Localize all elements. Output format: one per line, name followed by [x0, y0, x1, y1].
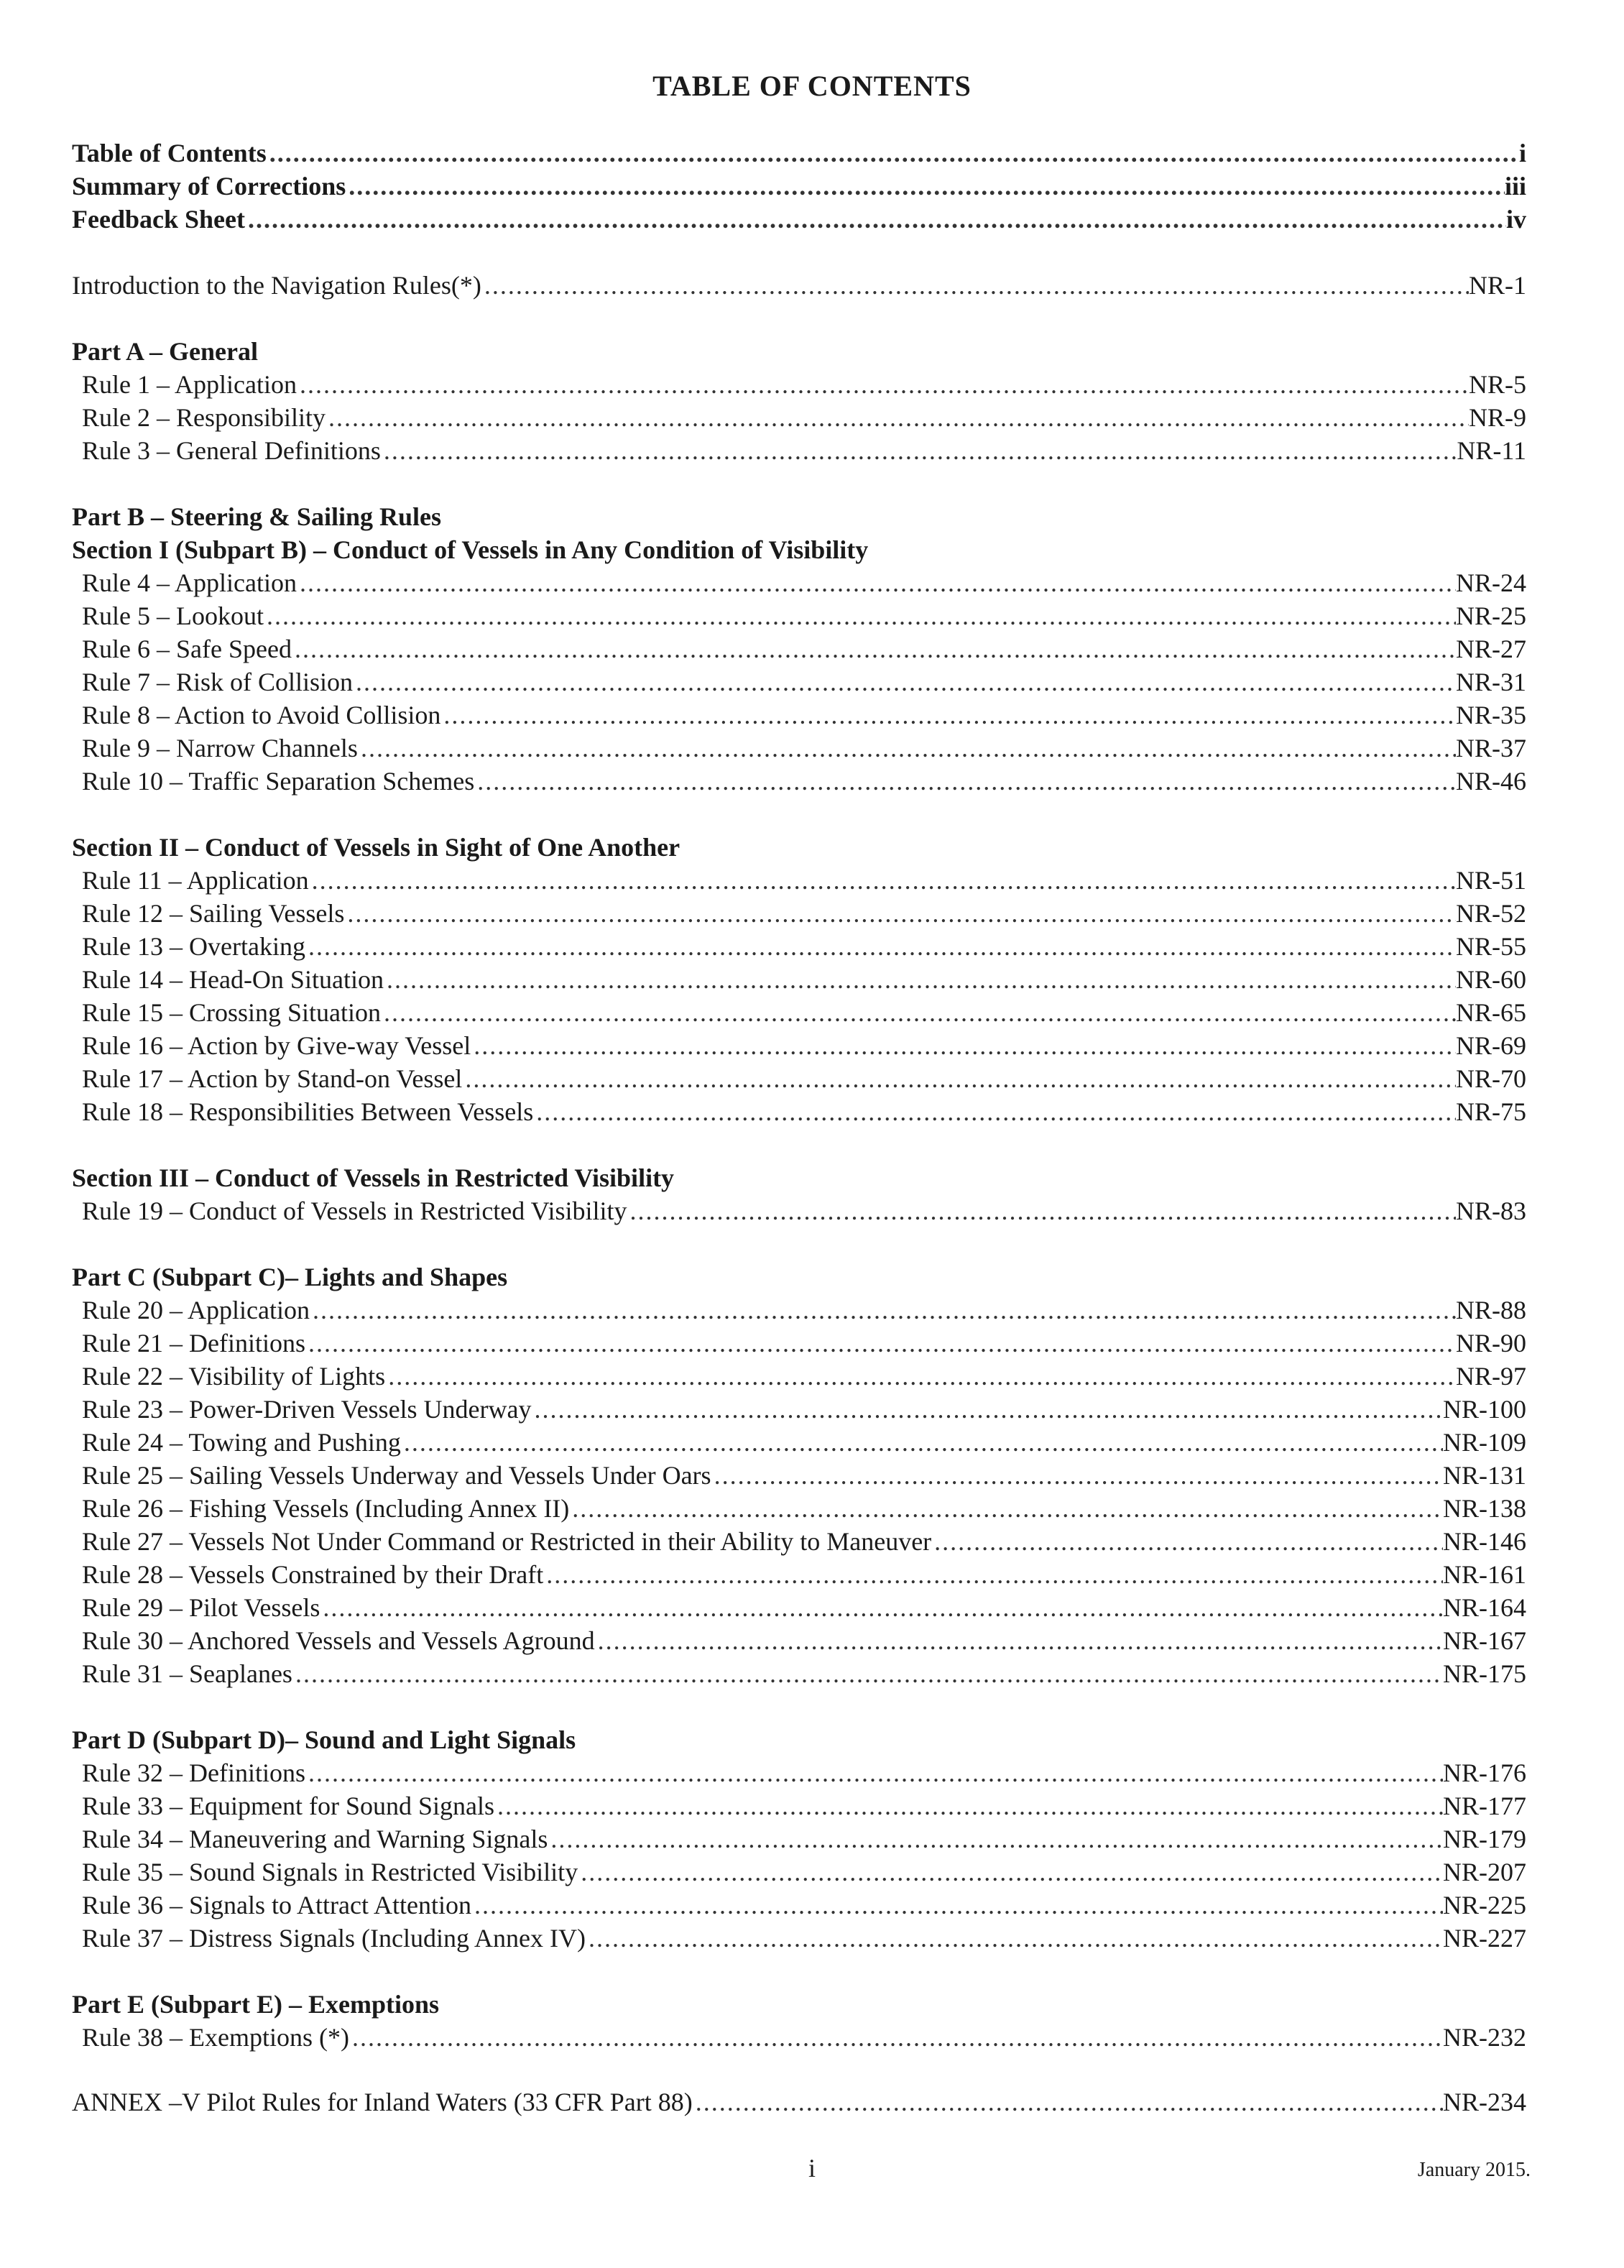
- toc-entry-label: Rule 26 – Fishing Vessels (Including Annex II): [82, 1494, 570, 1523]
- toc-entry-intro[interactable]: [72, 269, 1526, 302]
- dot-leader: [474, 765, 1456, 798]
- toc-entry-page: NR-37: [1456, 734, 1526, 762]
- toc-entry-page: NR-176: [1443, 1758, 1526, 1787]
- toc-entry[interactable]: [72, 1525, 1526, 1558]
- dot-leader: [533, 1095, 1456, 1128]
- toc-entry-page: NR-225: [1443, 1891, 1526, 1919]
- toc-entry-label: Rule 19 – Conduct of Vessels in Restricted Visibility: [82, 1197, 627, 1225]
- dot-leader: [532, 1393, 1444, 1426]
- toc-entry-page: NR-75: [1456, 1097, 1526, 1126]
- toc-entry[interactable]: [72, 1062, 1526, 1095]
- toc-entry-page: NR-131: [1443, 1461, 1526, 1490]
- part-a-heading: Part A – General: [72, 337, 258, 366]
- toc-entry[interactable]: [72, 930, 1526, 963]
- toc-entry-page: NR-46: [1456, 767, 1526, 796]
- dot-leader: [297, 368, 1469, 401]
- table-of-contents: [72, 137, 1526, 2119]
- page-title: TABLE OF CONTENTS: [652, 70, 972, 102]
- section-2-heading: Section II – Conduct of Vessels in Sight of One Another: [72, 833, 680, 862]
- toc-entry-label: Rule 35 – Sound Signals in Restricted Visibility: [82, 1858, 578, 1886]
- toc-entry-label: Rule 18 – Responsibilities Between Vessels: [82, 1097, 534, 1126]
- dot-leader: [711, 1459, 1443, 1492]
- toc-entry-label: Rule 37 – Distress Signals (Including Annex IV): [82, 1924, 586, 1953]
- toc-entry-label: Rule 6 – Safe Speed: [82, 635, 292, 663]
- dot-leader: [481, 269, 1469, 302]
- dot-leader: [384, 963, 1456, 996]
- toc-entry[interactable]: [72, 732, 1526, 765]
- toc-entry[interactable]: [72, 401, 1526, 434]
- part-c-heading: Part C (Subpart C)– Lights and Shapes: [72, 1263, 508, 1291]
- toc-entry-page: iii: [1504, 172, 1526, 200]
- toc-entry[interactable]: [72, 1558, 1526, 1591]
- toc-entry[interactable]: [72, 203, 1526, 236]
- dot-leader: [305, 1327, 1456, 1360]
- toc-entry-page: NR-232: [1443, 2023, 1526, 2052]
- dot-leader: [548, 1822, 1443, 1856]
- toc-entry-label: Rule 8 – Action to Avoid Collision: [82, 701, 441, 729]
- toc-entry-page: NR-70: [1456, 1064, 1526, 1093]
- toc-entry-label: Rule 12 – Sailing Vessels: [82, 899, 345, 928]
- toc-entry-label: Rule 29 – Pilot Vessels: [82, 1593, 320, 1622]
- section-1-heading: Section I (Subpart B) – Conduct of Vessels in Any Condition of Visibility: [72, 535, 869, 564]
- toc-entry-label: Rule 22 – Visibility of Lights: [82, 1362, 386, 1391]
- toc-entry[interactable]: [72, 1327, 1526, 1360]
- toc-entry-label: Rule 14 – Head-On Situation: [82, 965, 384, 994]
- toc-entry-annex[interactable]: [72, 2085, 1526, 2119]
- toc-entry[interactable]: [72, 1194, 1526, 1227]
- toc-entry-page: NR-100: [1443, 1395, 1526, 1424]
- part-d-heading: Part D (Subpart D)– Sound and Light Signals: [72, 1725, 576, 1754]
- part-b-heading: Part B – Steering & Sailing Rules: [72, 502, 441, 531]
- toc-entry[interactable]: [72, 137, 1526, 170]
- dot-leader: [297, 566, 1456, 599]
- dot-leader: [595, 1624, 1443, 1657]
- dot-leader: [931, 1525, 1443, 1558]
- dot-leader: [320, 1591, 1443, 1624]
- toc-entry[interactable]: [72, 1492, 1526, 1525]
- toc-entry[interactable]: [72, 699, 1526, 732]
- toc-entry-page: i: [1518, 139, 1526, 167]
- toc-entry-page: NR-90: [1456, 1329, 1526, 1357]
- toc-entry-label: Rule 20 – Application: [82, 1296, 310, 1324]
- dot-leader: [381, 434, 1457, 467]
- footer-date: January 2015.: [1417, 2159, 1531, 2181]
- toc-entry-page: NR-65: [1456, 998, 1526, 1027]
- toc-entry-label: Table of Contents: [72, 139, 267, 167]
- footer-page-number: i: [808, 2154, 816, 2182]
- dot-leader: [494, 1789, 1443, 1822]
- toc-entry[interactable]: [72, 368, 1526, 401]
- toc-entry[interactable]: [72, 170, 1526, 203]
- dot-leader: [440, 699, 1456, 732]
- dot-leader: [462, 1062, 1456, 1095]
- toc-entry-page: NR-177: [1443, 1792, 1526, 1820]
- dot-leader: [627, 1194, 1456, 1227]
- toc-entry[interactable]: [72, 1426, 1526, 1459]
- toc-entry-label: Rule 7 – Risk of Collision: [82, 668, 354, 696]
- toc-entry-label: Summary of Corrections: [72, 172, 346, 200]
- toc-entry[interactable]: [72, 1624, 1526, 1657]
- dot-leader: [305, 1756, 1443, 1789]
- toc-entry-label: Rule 33 – Equipment for Sound Signals: [82, 1792, 494, 1820]
- dot-leader: [578, 1856, 1443, 1889]
- toc-entry[interactable]: [72, 1393, 1526, 1426]
- toc-entry-label: Rule 16 – Action by Give-way Vessel: [82, 1031, 471, 1060]
- toc-entry-page: NR-138: [1443, 1494, 1526, 1523]
- toc-entry-label: Rule 2 – Responsibility: [82, 403, 326, 432]
- dot-leader: [310, 1294, 1456, 1327]
- toc-entry[interactable]: [72, 434, 1526, 467]
- toc-entry-page: NR-52: [1456, 899, 1526, 928]
- toc-entry-label: Rule 4 – Application: [82, 568, 297, 597]
- toc-entry-label: Rule 5 – Lookout: [82, 601, 264, 630]
- dot-leader: [358, 732, 1456, 765]
- toc-entry[interactable]: [72, 665, 1526, 699]
- toc-entry-page: NR-97: [1456, 1362, 1526, 1391]
- toc-entry-label: Rule 15 – Crossing Situation: [82, 998, 382, 1027]
- toc-entry-label: Rule 13 – Overtaking: [82, 932, 305, 961]
- toc-entry-page: NR-51: [1456, 866, 1526, 895]
- toc-entry-page: NR-88: [1456, 1296, 1526, 1324]
- toc-entry[interactable]: [72, 1029, 1526, 1062]
- toc-entry[interactable]: [72, 632, 1526, 665]
- toc-entry[interactable]: [72, 1657, 1526, 1690]
- dot-leader: [385, 1360, 1456, 1393]
- dot-leader: [267, 137, 1519, 170]
- dot-leader: [326, 401, 1469, 434]
- dot-leader: [693, 2085, 1443, 2119]
- toc-entry-label: Rule 11 – Application: [82, 866, 309, 895]
- toc-entry-page: NR-9: [1469, 403, 1526, 432]
- dot-leader: [401, 1426, 1443, 1459]
- toc-entry-page: NR-207: [1443, 1858, 1526, 1886]
- dot-leader: [353, 665, 1456, 699]
- toc-entry-label: Introduction to the Navigation Rules(*): [72, 271, 481, 300]
- toc-entry-label: ANNEX –V Pilot Rules for Inland Waters (33 CFR Part 88): [72, 2088, 693, 2116]
- toc-entry[interactable]: [72, 1294, 1526, 1327]
- toc-entry-label: Rule 36 – Signals to Attract Attention: [82, 1891, 471, 1919]
- toc-entry[interactable]: [72, 599, 1526, 632]
- dot-leader: [264, 599, 1456, 632]
- dot-leader: [292, 1657, 1443, 1690]
- toc-entry-page: NR-24: [1456, 568, 1526, 597]
- toc-entry[interactable]: [72, 566, 1526, 599]
- toc-entry-label: Rule 3 – General Definitions: [82, 436, 381, 465]
- toc-entry-page: NR-55: [1456, 932, 1526, 961]
- toc-entry[interactable]: [72, 765, 1526, 798]
- toc-entry[interactable]: [72, 1360, 1526, 1393]
- toc-entry-page: NR-11: [1457, 436, 1526, 465]
- dot-leader: [586, 1922, 1443, 1955]
- toc-entry[interactable]: [72, 963, 1526, 996]
- toc-entry-page: NR-164: [1443, 1593, 1526, 1622]
- toc-entry[interactable]: [72, 1922, 1526, 1955]
- toc-entry-page: iv: [1505, 205, 1526, 234]
- toc-entry[interactable]: [72, 897, 1526, 930]
- dot-leader: [569, 1492, 1443, 1525]
- toc-entry-page: NR-69: [1456, 1031, 1526, 1060]
- dot-leader: [381, 996, 1456, 1029]
- toc-entry-page: NR-83: [1456, 1197, 1526, 1225]
- dot-leader: [292, 632, 1456, 665]
- toc-entry[interactable]: [72, 1822, 1526, 1856]
- toc-entry[interactable]: [72, 1591, 1526, 1624]
- toc-entry-label: Rule 25 – Sailing Vessels Underway and Vessels Under Oars: [82, 1461, 711, 1490]
- toc-entry-page: NR-179: [1443, 1825, 1526, 1853]
- dot-leader: [309, 864, 1456, 897]
- dot-leader: [471, 1889, 1443, 1922]
- toc-entry-page: NR-167: [1443, 1626, 1526, 1655]
- toc-entry-label: Rule 24 – Towing and Pushing: [82, 1428, 401, 1457]
- toc-entry-label: Rule 28 – Vessels Constrained by their Draft: [82, 1560, 544, 1589]
- toc-entry-label: Rule 9 – Narrow Channels: [82, 734, 358, 762]
- dot-leader: [344, 897, 1456, 930]
- toc-entry-label: Rule 10 – Traffic Separation Schemes: [82, 767, 475, 796]
- toc-entry-label: Rule 17 – Action by Stand-on Vessel: [82, 1064, 463, 1093]
- dot-leader: [543, 1558, 1443, 1591]
- toc-entry[interactable]: [72, 1459, 1526, 1492]
- toc-entry[interactable]: [72, 2021, 1526, 2054]
- toc-entry-label: Rule 1 – Application: [82, 370, 297, 399]
- toc-entry-label: Rule 31 – Seaplanes: [82, 1659, 292, 1688]
- toc-entry[interactable]: [72, 1856, 1526, 1889]
- toc-entry-page: NR-27: [1456, 635, 1526, 663]
- toc-entry-label: Rule 27 – Vessels Not Under Command or Restricted in their Ability to Maneuver: [82, 1527, 932, 1556]
- toc-entry-page: NR-5: [1469, 370, 1526, 399]
- dot-leader: [471, 1029, 1456, 1062]
- toc-entry-page: NR-175: [1443, 1659, 1526, 1688]
- toc-entry-page: NR-161: [1443, 1560, 1526, 1589]
- toc-entry-page: NR-25: [1456, 601, 1526, 630]
- toc-entry-page: NR-146: [1443, 1527, 1526, 1556]
- section-3-heading: Section III – Conduct of Vessels in Restricted Visibility: [72, 1163, 675, 1192]
- toc-entry[interactable]: [72, 1756, 1526, 1789]
- toc-entry-label: Rule 30 – Anchored Vessels and Vessels Aground: [82, 1626, 595, 1655]
- toc-entry-page: NR-60: [1456, 965, 1526, 994]
- toc-entry-label: Rule 32 – Definitions: [82, 1758, 305, 1787]
- toc-entry-label: Feedback Sheet: [72, 205, 245, 234]
- toc-entry[interactable]: [72, 1889, 1526, 1922]
- toc-entry[interactable]: [72, 1789, 1526, 1822]
- dot-leader: [245, 203, 1506, 236]
- toc-entry-label: Rule 23 – Power-Driven Vessels Underway: [82, 1395, 532, 1424]
- toc-entry[interactable]: [72, 864, 1526, 897]
- toc-entry-page: NR-227: [1443, 1924, 1526, 1953]
- dot-leader: [349, 2021, 1443, 2054]
- toc-entry-page: NR-35: [1456, 701, 1526, 729]
- toc-entry-label: Rule 34 – Maneuvering and Warning Signals: [82, 1825, 548, 1853]
- toc-entry-label: Rule 38 – Exemptions (*): [82, 2023, 349, 2052]
- toc-entry-page: NR-31: [1456, 668, 1526, 696]
- toc-entry-page: NR-109: [1443, 1428, 1526, 1457]
- part-e-heading: Part E (Subpart E) – Exemptions: [72, 1990, 440, 2019]
- toc-entry[interactable]: [72, 1095, 1526, 1128]
- dot-leader: [346, 170, 1505, 203]
- toc-entry-label: Rule 21 – Definitions: [82, 1329, 305, 1357]
- toc-entry-page: NR-1: [1469, 271, 1526, 300]
- dot-leader: [305, 930, 1456, 963]
- toc-entry[interactable]: [72, 996, 1526, 1029]
- toc-entry-page: NR-234: [1443, 2088, 1526, 2116]
